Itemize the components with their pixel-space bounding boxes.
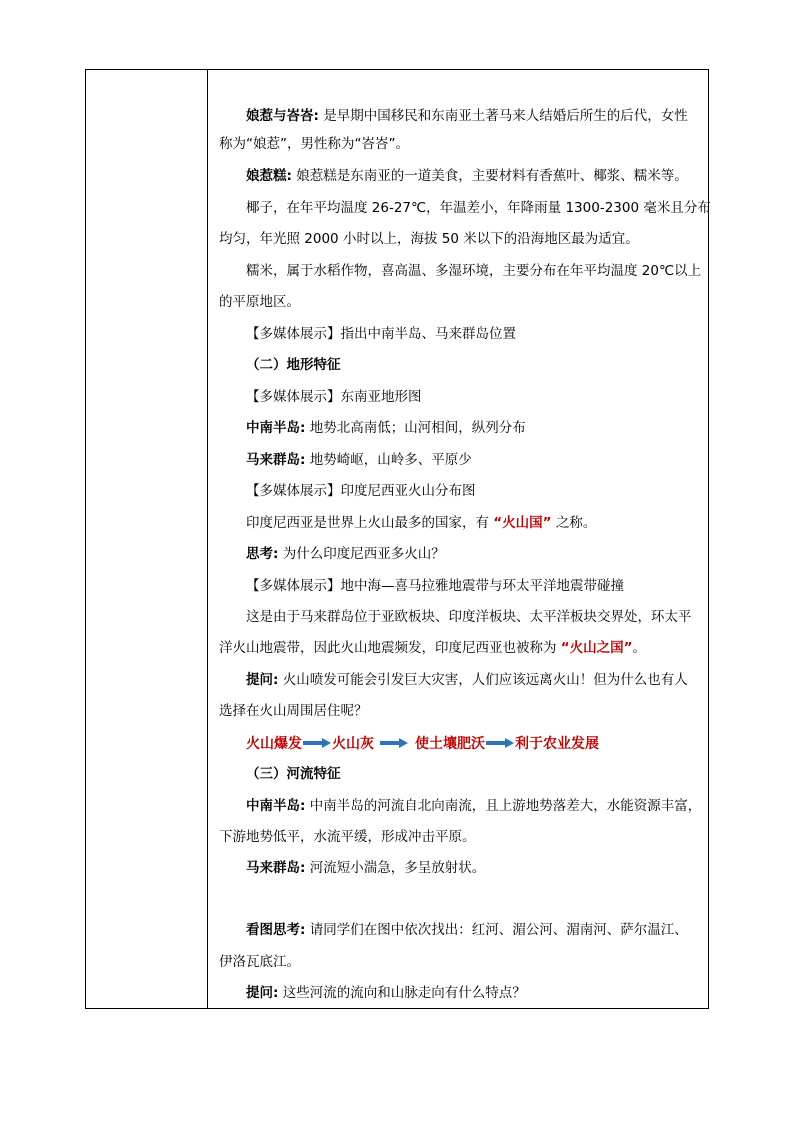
line-text: 【多媒体展示】印度尼西亚火山分布图 [246, 483, 476, 499]
line-15 [246, 544, 445, 564]
line-text: 这些河流的流向和山脉走向有什么特点？ [278, 985, 526, 1001]
line-text: 。 [632, 640, 647, 656]
line-5 [219, 229, 639, 249]
term-label: 提问: [246, 672, 279, 688]
line-11 [246, 418, 526, 438]
right-arrow-icon [303, 738, 331, 748]
line-text: 选择在火山周围居住呢？ [219, 703, 368, 719]
line-6 [246, 261, 701, 281]
line-23 [246, 796, 701, 816]
line-14 [246, 513, 596, 533]
line-text: 印度尼西亚是世界上火山最多的国家，有 [246, 515, 494, 531]
line-24 [219, 827, 476, 847]
term-label: 马来群岛: [246, 860, 306, 876]
term-label: 思考: [246, 546, 279, 562]
line-4 [246, 198, 711, 218]
line-20 [219, 701, 368, 721]
term-label: 中南半岛: [246, 420, 306, 436]
right-arrow-icon [380, 738, 408, 748]
line-text: 河流短小湍急，多呈放射状。 [305, 860, 486, 876]
term-label: 马来群岛: [246, 452, 306, 468]
line-12 [246, 450, 472, 470]
line-text: 伊洛瓦底江。 [219, 954, 300, 970]
flow-step-2: 火山灰 [332, 736, 374, 752]
term-label: 看图思考: [246, 922, 306, 938]
flow-step-4: 利于农业发展 [515, 736, 599, 752]
line-text: 地势北高南低；山河相间，纵列分布 [305, 420, 526, 436]
section-heading-rivers [246, 764, 341, 784]
lesson-table [85, 69, 709, 1009]
section-heading-terrain [246, 355, 341, 375]
flow-step-3: 使土壤肥沃 [415, 736, 485, 752]
line-16 [246, 576, 624, 596]
line-text: 称为“娘惹”，男性称为“峇峇”。 [219, 136, 409, 152]
line-text: 【多媒体展示】指出中南半岛、马来群岛位置 [246, 326, 516, 342]
line-28 [246, 983, 526, 1003]
term-label: 中南半岛: [246, 798, 306, 814]
line-13 [246, 481, 476, 501]
line-text: 请同学们在图中依次找出：红河、湄公河、湄南河、萨尔温江、 [305, 922, 688, 938]
line-text: 下游地势低平，水流平缓，形成冲击平原。 [219, 829, 476, 845]
line-text: 地势崎岖，山岭多、平原少 [305, 452, 472, 468]
line-text: 【多媒体展示】东南亚地形图 [246, 389, 422, 405]
term-label: 提问: [246, 985, 279, 1001]
line-25 [246, 858, 485, 878]
line-3 [246, 166, 688, 186]
line-text: 的平原地区。 [219, 294, 300, 310]
line-text: 娘惹糕是东南亚的一道美食，主要材料有香蕉叶、椰浆、糯米等。 [291, 168, 688, 184]
line-text: 之称。 [551, 515, 597, 531]
line-7 [219, 292, 300, 312]
line-text: 是早期中国移民和东南亚土著马来人结婚后所生的后代，女性 [318, 108, 688, 124]
term-label: 娘惹与峇峇: [246, 108, 319, 124]
term-label: 娘惹糕: [246, 168, 292, 184]
right-arrow-icon [486, 738, 514, 748]
line-10 [246, 387, 422, 407]
highlight-volcano-nation: “火山之国” [560, 640, 633, 656]
line-text: 中南半岛的河流自北向南流，且上游地势落差大，水能资源丰富， [305, 798, 702, 814]
line-18 [219, 638, 646, 658]
line-text: 为什么印度尼西亚多火山？ [278, 546, 445, 562]
flow-step-1: 火山爆发 [246, 736, 302, 752]
line-text: 洋火山地震带，因此火山地震频发，印度尼西亚也被称为 [219, 640, 561, 656]
line-text: 椰子，在年平均温度 26-27℃，年温差小，年降雨量 1300-2300 毫米且分布 [246, 200, 711, 216]
line-1 [246, 106, 688, 126]
line-19 [246, 670, 688, 690]
line-8 [246, 324, 516, 344]
line-text: （二）地形特征 [246, 357, 341, 373]
line-26 [246, 920, 688, 940]
line-27 [219, 952, 300, 972]
line-2 [219, 134, 409, 154]
line-text: 【多媒体展示】地中海—喜马拉雅地震带与环太平洋地震带碰撞 [246, 578, 624, 594]
line-text: （三）河流特征 [246, 766, 341, 782]
line-text: 火山喷发可能会引发巨大灾害，人们应该远离火山！但为什么也有人 [278, 672, 688, 688]
column-divider [207, 70, 208, 1008]
line-17 [246, 607, 692, 627]
volcano-benefit-flow [246, 732, 599, 754]
highlight-volcano-country: “火山国” [493, 515, 552, 531]
line-text: 均匀，年光照 2000 小时以上，海拔 50 米以下的沿海地区最为适宜。 [219, 231, 639, 247]
line-text: 这是由于马来群岛位于亚欧板块、印度洋板块、太平洋板块交界处，环太平 [246, 609, 692, 625]
line-text: 糯米，属于水稻作物，喜高温、多湿环境，主要分布在年平均温度 20℃以上 [246, 263, 702, 279]
